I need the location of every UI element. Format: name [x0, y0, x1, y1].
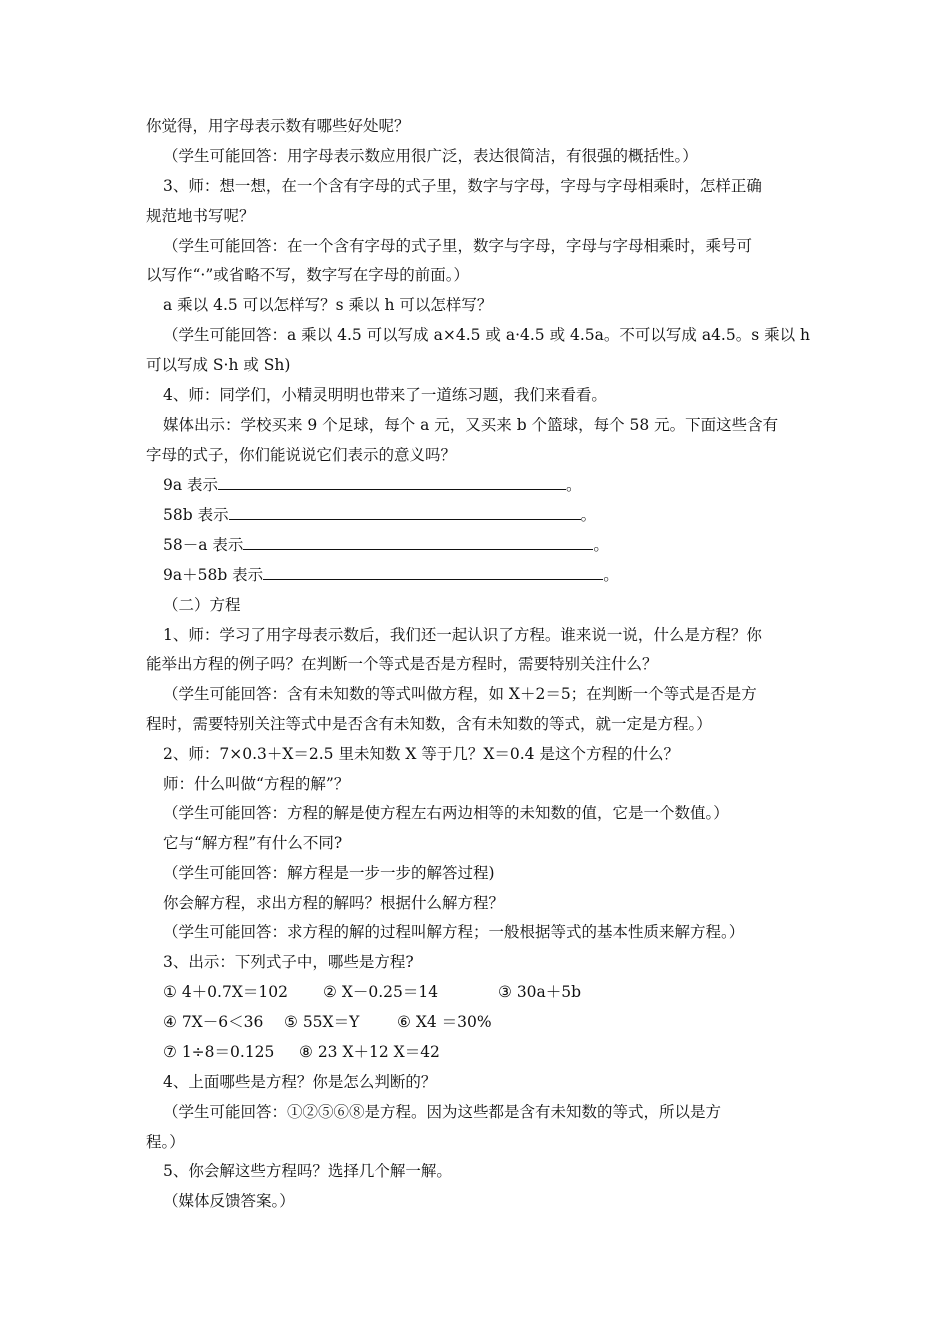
option-item: ⑤ 55X＝Y [284, 1013, 360, 1031]
paragraph-line: 媒体出示：学校买来 9 个足球，每个 a 元，又买来 b 个篮球，每个 58 元。下面这些含有 [163, 416, 779, 434]
paragraph-line: 1、师：学习了用字母表示数后，我们还一起认识了方程。谁来说一说，什么是方程？你 [163, 626, 762, 644]
paragraph-line: 4、上面哪些是方程？你是怎么判断的？ [163, 1073, 437, 1091]
option-item: ② X－0.25＝14 [323, 983, 439, 1001]
blank-label: 58－a 表示 [163, 536, 244, 554]
blank-label: 9a＋58b 表示 [163, 566, 264, 584]
section-heading: （二）方程 [163, 596, 241, 614]
blank-label: 9a 表示 [163, 476, 219, 494]
paragraph-line: 能举出方程的例子吗？在判断一个等式是否是方程时，需要特别关注什么？ [146, 655, 658, 673]
paragraph-line: 可以写成 S·h 或 Sh) [146, 356, 291, 374]
paragraph-line: （学生可能回答：在一个含有字母的式子里，数字与字母，字母与字母相乘时，乘号可 [163, 237, 753, 255]
paragraph-line: 程时，需要特别关注等式中是否含有未知数，含有未知数的等式，就一定是方程。） [146, 715, 712, 733]
paragraph-line: 2、师：7×0.3＋X＝2.5 里未知数 X 等于几？X＝0.4 是这个方程的什么？ [163, 745, 679, 763]
paragraph-line: （学生可能回答：含有未知数的等式叫做方程，如 X＋2＝5；在判断一个等式是否是方 [163, 685, 757, 703]
option-row [163, 1012, 492, 1032]
answer-blank [243, 535, 593, 550]
paragraph-line: 4、师：同学们，小精灵明明也带来了一道练习题，我们来看看。 [163, 386, 607, 404]
option-item: ① 4＋0.7X＝102 [163, 983, 288, 1001]
blank-end: 。 [580, 506, 597, 524]
option-item: ③ 30a＋5b [498, 983, 582, 1001]
fill-blank-line [163, 535, 609, 555]
paragraph-line: 程。） [146, 1133, 185, 1151]
paragraph-line: 你会解方程，求出方程的解吗？根据什么解方程？ [163, 894, 505, 912]
fill-blank-line [163, 565, 619, 585]
paragraph-line: 以写作“·”或省略不写，数字写在字母的前面。） [146, 266, 470, 284]
fill-blank-line [163, 505, 596, 525]
option-item: ④ 7X－6＜36 [163, 1013, 264, 1031]
paragraph-line: 5、你会解这些方程吗？选择几个解一解。 [163, 1162, 452, 1180]
option-item: ⑧ 23 X＋12 X＝42 [299, 1043, 440, 1061]
option-row [163, 1042, 440, 1062]
paragraph-line: （媒体反馈答案。） [163, 1192, 295, 1210]
paragraph-line: （学生可能回答：方程的解是使方程左右两边相等的未知数的值，它是一个数值。） [163, 804, 729, 822]
paragraph-line: a 乘以 4.5 可以怎样写？s 乘以 h 可以怎样写？ [163, 296, 493, 314]
blank-end: 。 [593, 536, 609, 554]
answer-blank [229, 505, 581, 520]
paragraph-line: 3、出示：下列式子中，哪些是方程? [163, 953, 414, 971]
fill-blank-line [163, 475, 582, 495]
paragraph-line: （学生可能回答：用字母表示数应用很广泛，表达很简洁，有很强的概括性。） [163, 147, 698, 165]
paragraph-line: 你觉得，用字母表示数有哪些好处呢？ [146, 117, 410, 135]
answer-blank [218, 475, 566, 490]
paragraph-line: （学生可能回答：a 乘以 4.5 可以写成 a×4.5 或 a·4.5 或 4.5a。不可以写成 a4.5。s 乘以 h [163, 326, 811, 344]
paragraph-line: （学生可能回答：解方程是一步一步的解答过程) [163, 864, 495, 882]
option-row [163, 982, 581, 1002]
blank-label: 58b 表示 [163, 506, 229, 524]
blank-end: 。 [566, 476, 582, 494]
paragraph-line: （学生可能回答：①②⑤⑥⑧是方程。因为这些都是含有未知数的等式，所以是方 [163, 1103, 722, 1121]
paragraph-line: 它与“解方程”有什么不同? [163, 834, 343, 852]
blank-end: 。 [603, 566, 619, 584]
paragraph-line: （学生可能回答：求方程的解的过程叫解方程；一般根据等式的基本性质来解方程。） [163, 923, 745, 941]
paragraph-line: 规范地书写呢？ [146, 207, 255, 225]
option-item: ⑥ X4 ＝30% [397, 1013, 492, 1031]
paragraph-line: 3、师：想一想，在一个含有字母的式子里，数字与字母，字母与字母相乘时，怎样正确 [163, 177, 762, 195]
answer-blank [263, 565, 603, 580]
paragraph-line: 师：什么叫做“方程的解”？ [163, 775, 350, 793]
option-item: ⑦ 1÷8＝0.125 [163, 1043, 275, 1061]
paragraph-line: 字母的式子，你们能说说它们表示的意义吗？ [146, 446, 457, 464]
